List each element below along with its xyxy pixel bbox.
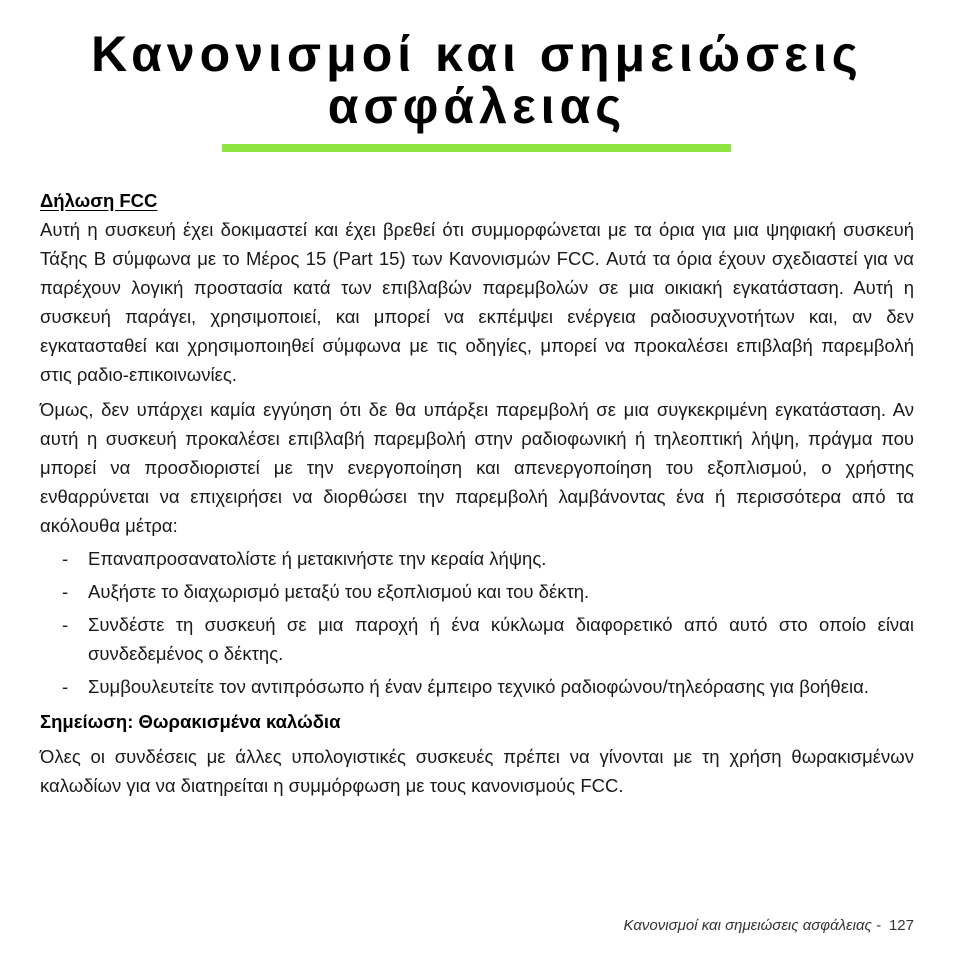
page-number: 127 bbox=[888, 917, 914, 934]
bullet-dash: - bbox=[62, 676, 69, 697]
shielded-cables-paragraph: Όλες οι συνδέσεις με άλλες υπολογιστικές συσκευές πρέπει να γίνονται με τη χρήση θωρακισμένων καλωδίων για να διατηρείται η συμμόρφωση με τους κανονισμούς FCC. bbox=[40, 746, 914, 796]
footer-running-title: Κανονισμοί και σημειώσεις ασφάλειας - bbox=[623, 917, 881, 934]
list-item bbox=[40, 610, 914, 668]
list-item bbox=[40, 577, 914, 606]
bullet-dash: - bbox=[62, 581, 69, 602]
list-item bbox=[40, 544, 914, 573]
main-content bbox=[40, 186, 914, 800]
measure-text: Συμβουλευτείτε τον αντιπρόσωπο ή έναν έμπειρο τεχνικό ραδιοφώνου/τηλεόρασης για βοήθεια. bbox=[88, 676, 869, 697]
measure-text: Επαναπροσανατολίστε ή μετακινήστε την κεραία λήψης. bbox=[88, 548, 547, 569]
fcc-heading: Δήλωση FCC bbox=[40, 190, 158, 211]
fcc-paragraph-1: Αυτή η συσκευή έχει δοκιμαστεί και έχει βρεθεί ότι συμμορφώνεται με τα όρια για μια ψηφιακή συσκευή Τάξης B σύμφωνα με το Μέρος 15 (Part 15) των Κανονισμών FCC. Αυτά τα όρια έχουν σχεδιαστεί για να παρέχουν λογική προστασία κατά των επιβλαβών παρεμβολών σε μια οικιακή εγκατάσταση. Αυτή η συσκευή παράγει, χρησιμοποιεί, και μπορεί να εκπέμψει ενέργεια ραδιοσυχνοτήτων και, αν δεν εγκατασταθεί και χρησιμοποιηθεί σύμφωνα με τις οδηγίες, μπορεί να προκαλέσει επιβλαβή παρεμβολή στις ραδιο-επικοινωνίες. bbox=[40, 219, 914, 385]
fcc-paragraph-2: Όμως, δεν υπάρχει καμία εγγύηση ότι δε θα υπάρξει παρεμβολή σε μια συγκεκριμένη εγκατάσταση. Αν αυτή η συσκευή προκαλέσει επιβλαβή παρεμβολή στην ραδιοφωνική ή τηλεοπτική λήψη, πράγμα που μπορεί να προσδιοριστεί με την ενεργοποίηση και απενεργοποίηση του εξοπλισμού, ο χρήστης ενθαρρύνεται να επιχειρήσει να διορθώσει την παρεμβολή λαμβάνοντας ένα ή περισσότερα από τα ακόλουθα μέτρα: bbox=[40, 399, 914, 536]
page-footer bbox=[624, 917, 914, 934]
bullet-dash: - bbox=[62, 614, 69, 635]
measures-list bbox=[40, 544, 914, 701]
page-title: Κανονισμοί και σημειώσεις ασφάλειας bbox=[91, 26, 863, 134]
bullet-dash: - bbox=[62, 548, 69, 569]
title-underline-bar bbox=[222, 144, 731, 152]
list-item bbox=[40, 672, 914, 701]
measure-text: Αυξήστε το διαχωρισμό μεταξύ του εξοπλισμού και του δέκτη. bbox=[88, 581, 590, 602]
measure-text: Συνδέστε τη συσκευή σε μια παροχή ή ένα κύκλωμα διαφορετικό από αυτό στο οποίο είναι συνδεδεμένος ο δέκτης. bbox=[88, 614, 914, 664]
shielded-cables-heading: Σημείωση: Θωρακισμένα καλώδια bbox=[40, 711, 341, 732]
